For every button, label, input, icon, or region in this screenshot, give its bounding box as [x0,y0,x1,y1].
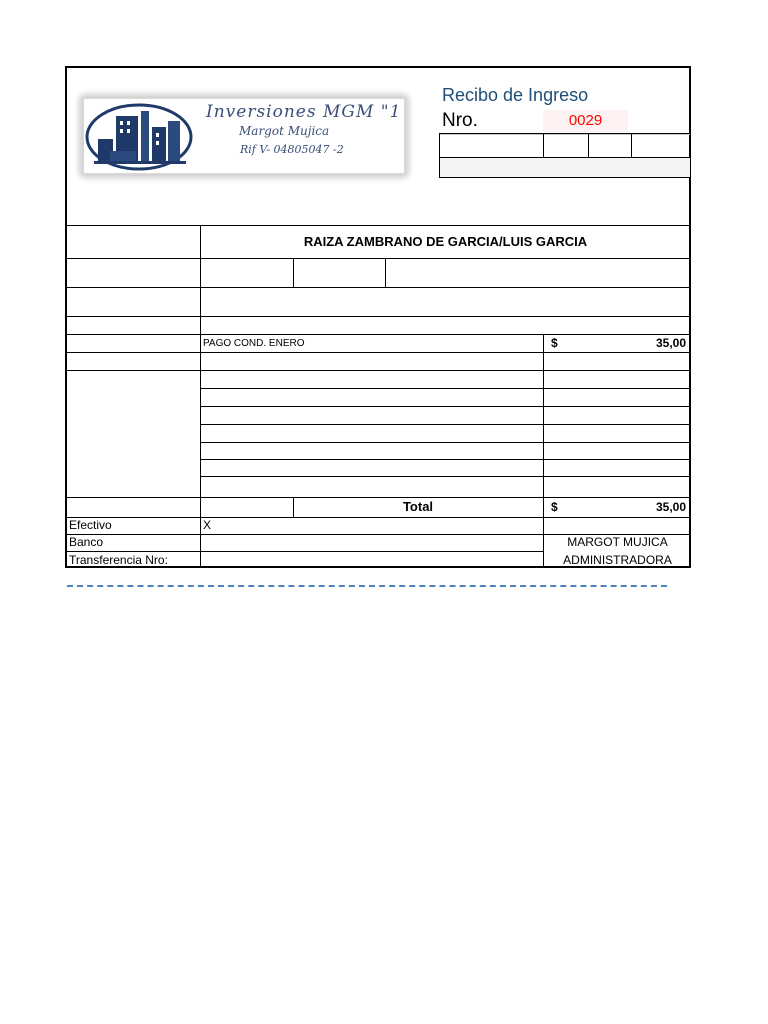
company-logo [83,98,405,174]
date-grid [439,133,691,178]
row-line-item [201,442,691,443]
total-label: Total [402,499,434,514]
row-line-item [201,406,691,407]
transfer-label: Transferencia Nro: [69,553,168,567]
row-line-cash-bottom [67,534,544,535]
receipt-title: Recibo de Ingreso [442,85,589,105]
receipt-number-label: Nro. [442,110,478,131]
total-currency: $ [551,500,558,514]
row-line-items-top [67,334,691,335]
row-line-item2-bottom [67,370,691,371]
row-line-total-bottom [67,517,691,518]
logo-owner-name: Margot Mujica [239,124,330,138]
row-line-item [201,476,691,477]
row-line-item [201,388,691,389]
item-amount: 35,00 [655,336,686,350]
item-currency: $ [551,336,558,350]
row-line-info-bottom [67,287,691,288]
receipt-form [65,66,691,568]
row-line-item1-bottom [67,352,691,353]
cash-mark: X [203,518,212,532]
signature-role: ADMINISTRADORA [563,553,672,567]
client-name: RAIZA ZAMBRANO DE GARCIA/LUIS GARCIA [303,234,588,249]
item-description: PAGO COND. ENERO [203,338,305,349]
col-line-info [293,258,294,287]
row-line-address-bottom [67,316,691,317]
logo-rif: Rif V- 04805047 -2 [240,143,344,156]
bank-label: Banco [69,535,104,549]
date-grid-top [440,134,690,135]
total-amount: 35,00 [655,500,686,514]
row-line-client-bottom [67,258,691,259]
receipt-number: 0029 [543,110,628,132]
date-grid-row-fill [440,158,690,177]
signature-name: MARGOT MUJICA [567,535,668,549]
cut-line [67,585,667,587]
col-line-info [385,258,386,287]
row-line-item [201,459,691,460]
col-line-amount [543,334,544,568]
row-line-item [201,424,691,425]
logo-company-name: Inversiones MGM "1 [206,102,402,122]
cash-label: Efectivo [69,518,112,532]
col-line-labels [200,225,201,568]
